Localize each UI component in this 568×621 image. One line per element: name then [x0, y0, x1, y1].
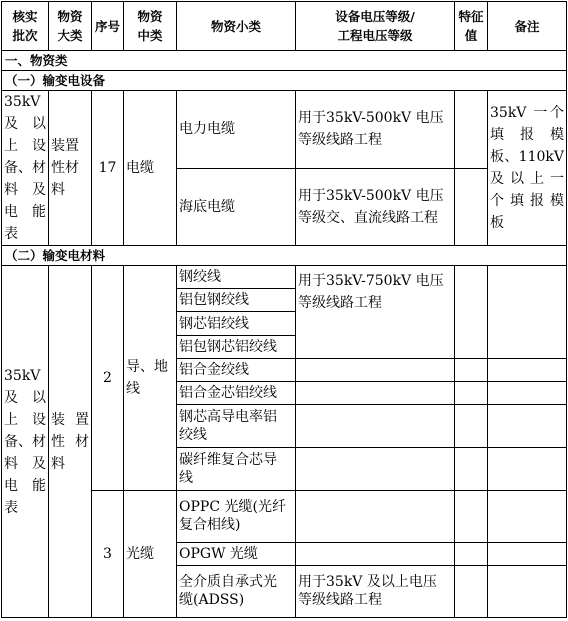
materials-table [1, 1, 567, 618]
feature-cell [455, 168, 488, 246]
batch-cell: 35kV 及 以 上 设 备、材 料 及 电 能 表 [2, 266, 49, 618]
middle-cell: 导、地 线 [124, 266, 177, 490]
minor-cell: OPGW 光缆 [177, 542, 296, 565]
voltage-cell: 用于35kV-500kV 电压 等级交、直流线路工程 [296, 168, 455, 246]
minor-cell: OPPC 光缆(光纤 复合相线) [177, 490, 296, 542]
middle-cell: 光缆 [124, 490, 177, 617]
seq-cell: 17 [92, 91, 124, 246]
header-batch: 核实 批次 [2, 2, 49, 51]
voltage-cell [296, 490, 455, 542]
minor-cell: 碳纤维复合芯导 线 [177, 447, 296, 490]
header-remark: 备注 [488, 2, 567, 51]
section-row [2, 71, 567, 91]
section-subtitle: （二）输变电材料 [2, 246, 567, 266]
remark-cell [488, 447, 567, 490]
header-voltage: 设备电压等级/ 工程电压等级 [296, 2, 455, 51]
feature-cell [455, 91, 488, 169]
minor-cell: 铝包钢芯铝绞线 [177, 335, 296, 358]
remark-cell [488, 404, 567, 447]
table-row [2, 91, 567, 169]
feature-cell [455, 266, 488, 358]
voltage-cell: 用于35kV-750kV 电压 等级线路工程 [296, 266, 455, 358]
minor-cell: 全介质自承式光 缆(ADSS) [177, 565, 296, 617]
middle-cell: 电缆 [124, 91, 177, 246]
remark-cell [488, 381, 567, 404]
minor-cell: 铝合金绞线 [177, 358, 296, 381]
voltage-cell [296, 447, 455, 490]
voltage-cell: 用于35kV 及以上电压 等级线路工程 [296, 565, 455, 617]
feature-cell [455, 490, 488, 542]
minor-cell: 铝合金芯铝绞线 [177, 381, 296, 404]
seq-cell: 3 [92, 490, 124, 617]
header-seq: 序号 [92, 2, 124, 51]
header-minor: 物资小类 [177, 2, 296, 51]
major-cell: 装置 性材 料 [49, 91, 92, 246]
minor-cell: 铝包钢绞线 [177, 289, 296, 312]
section-title: 一、物资类 [2, 51, 567, 71]
minor-cell: 钢芯高导电率铝 绞线 [177, 404, 296, 447]
table-row [2, 266, 567, 289]
seq-cell: 2 [92, 266, 124, 490]
feature-cell [455, 381, 488, 404]
remark-cell: 35kV 一个 填 报 模 板、110kV 及以上一 个填报模 板 [488, 91, 567, 246]
feature-cell [455, 565, 488, 617]
remark-cell [488, 266, 567, 358]
minor-cell: 钢芯铝绞线 [177, 312, 296, 335]
voltage-cell [296, 381, 455, 404]
section-subtitle: （一）输变电设备 [2, 71, 567, 91]
feature-cell [455, 358, 488, 381]
feature-cell [455, 447, 488, 490]
voltage-cell [296, 542, 455, 565]
header-middle: 物资 中类 [124, 2, 177, 51]
voltage-cell [296, 404, 455, 447]
minor-cell: 钢绞线 [177, 266, 296, 289]
remark-cell [488, 358, 567, 381]
header-feature: 特征 值 [455, 2, 488, 51]
section-row [2, 246, 567, 266]
feature-cell [455, 404, 488, 447]
major-cell: 装 置 性 材 料 [49, 266, 92, 618]
remark-cell [488, 565, 567, 617]
section-row [2, 51, 567, 71]
header-row [2, 2, 567, 51]
voltage-cell [296, 358, 455, 381]
header-major: 物资 大类 [49, 2, 92, 51]
batch-cell: 35kV 及 以 上 设 备、材 料 及 电 能 表 [2, 91, 49, 246]
minor-cell: 电力电缆 [177, 91, 296, 169]
remark-cell [488, 542, 567, 565]
feature-cell [455, 542, 488, 565]
voltage-cell: 用于35kV-500kV 电压 等级线路工程 [296, 91, 455, 169]
minor-cell: 海底电缆 [177, 168, 296, 246]
remark-cell [488, 490, 567, 542]
